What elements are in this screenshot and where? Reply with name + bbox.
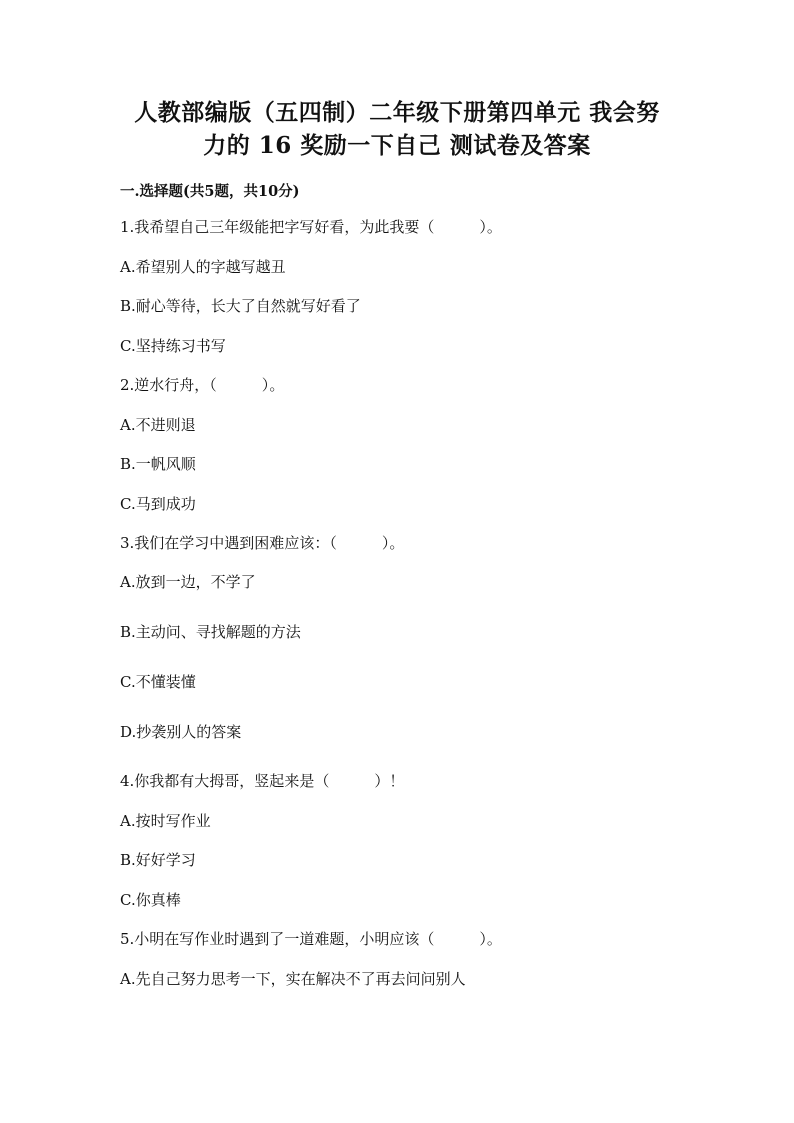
- question-3-stem: 3.我们在学习中遇到困难应该：（ ）。: [120, 534, 405, 552]
- question-3-option-c: C.不懂装懂: [120, 673, 196, 691]
- question-4-option-a: A.按时写作业: [120, 812, 211, 830]
- document-title-line-1: 人教部编版（五四制）二年级下册第四单元 我会努: [134, 99, 660, 126]
- question-1-option-c: C.坚持练习书写: [120, 337, 226, 355]
- question-4-option-b: B.好好学习: [120, 851, 196, 869]
- question-3-option-a: A.放到一边，不学了: [120, 573, 256, 591]
- question-3-option-b: B.主动问、寻找解题的方法: [120, 623, 301, 641]
- question-5-stem: 5.小明在写作业时遇到了一道难题，小明应该（ ）。: [120, 930, 502, 948]
- question-1-option-b: B.耐心等待，长大了自然就写好看了: [120, 297, 361, 315]
- document-title-line-2: 力的 16 奖励一下自己 测试卷及答案: [203, 132, 591, 159]
- question-2-option-b: B.一帆风顺: [120, 455, 196, 473]
- question-3-option-d: D.抄袭别人的答案: [120, 723, 242, 741]
- question-1-option-a: A.希望别人的字越写越丑: [120, 258, 286, 276]
- question-4-option-c: C.你真棒: [120, 891, 181, 909]
- question-2-option-a: A.不进则退: [120, 416, 196, 434]
- question-2-stem: 2.逆水行舟，（ ）。: [120, 376, 285, 394]
- section-header: 一.选择题(共5题，共10分): [120, 183, 300, 200]
- question-4-stem: 4.你我都有大拇哥，竖起来是（ ）！: [120, 772, 405, 790]
- question-2-option-c: C.马到成功: [120, 495, 196, 513]
- question-5-option-a: A.先自己努力思考一下，实在解决不了再去问问别人: [120, 970, 466, 988]
- question-1-stem: 1.我希望自己三年级能把字写好看，为此我要（ ）。: [120, 218, 502, 236]
